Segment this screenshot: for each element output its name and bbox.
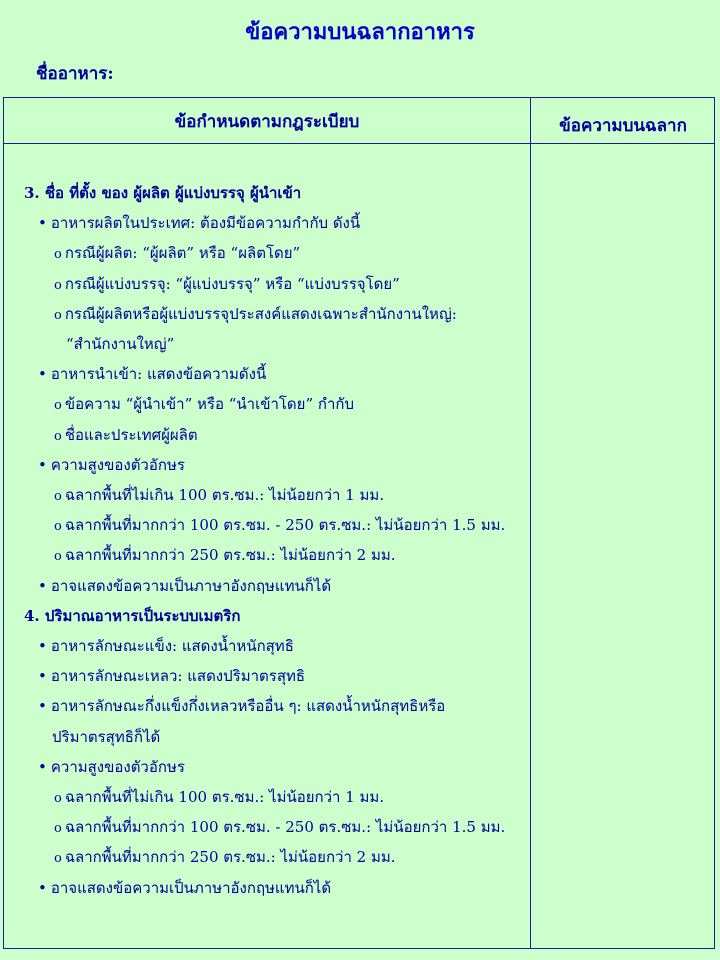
list-item [54,543,396,567]
list-item-text: ชื่อและประเทศผู้ผลิต [64,425,198,444]
list-item [54,302,457,326]
sub-bullet-icon: o [54,851,62,867]
list-item [52,725,160,749]
bullet-icon: • [38,878,47,897]
list-item [54,513,505,537]
list-item [54,845,396,869]
list-item-text: ความสูงของตัวอักษร [50,757,185,776]
list-item [38,755,185,779]
list-item [38,634,294,658]
list-item-text: ปริมาตรสุทธิก็ได้ [52,727,161,746]
bullet-icon: • [38,455,47,474]
bullet-icon: • [38,365,47,384]
list-item-text: อาหารลักษณะกึ่งแข็งกึ่งเหลวหรืออื่น ๆ: แสดงน้ำหนักสุทธิหรือ [50,697,446,716]
list-item [54,241,300,265]
list-item [54,815,505,839]
list-item-text: ฉลากพื้นที่มากกว่า 100 ตร.ซม. - 250 ตร.ซม.: ไม่น้อยกว่า 1.5 มม. [64,516,506,535]
list-item-text: อาจแสดงข้อความเป็นภาษาอังกฤษแทนก็ได้ [50,878,332,897]
list-item-text: ข้อความ “ผู้นำเข้า” หรือ “นำเข้าโดย” กำกับ [64,395,355,414]
bullet-icon: • [38,667,47,686]
list-item-text: อาหารผลิตในประเทศ: ต้องมีข้อความกำกับ ดังนี้ [50,214,361,233]
bullet-icon: • [38,757,47,776]
list-item [54,423,198,447]
bullet-icon: • [38,576,47,595]
list-item [66,332,174,356]
list-item-text: ฉลากพื้นที่ไม่เกิน 100 ตร.ซม.: ไม่น้อยกว่า 1 มม. [64,788,385,806]
list-item [38,694,445,718]
list-item-text: “สำนักงานใหญ่” [66,335,175,353]
list-item-text: อาหารลักษณะแข็ง: แสดงน้ำหนักสุทธิ [50,637,294,655]
list-item-text: อาจแสดงข้อความเป็นภาษาอังกฤษแทนก็ได้ [50,576,332,595]
sub-bullet-icon: o [54,247,62,263]
bullet-icon: • [38,214,47,233]
sub-bullet-icon: o [54,791,62,806]
list-item [54,785,384,809]
sub-bullet-icon: o [54,277,62,293]
list-item [54,483,384,507]
list-item-text: ฉลากพื้นที่มากกว่า 250 ตร.ซม.: ไม่น้อยกว่า 2 มม. [64,848,396,867]
sub-bullet-icon: o [54,398,62,414]
column-divider [530,97,531,949]
list-item-text: อาหารนำเข้า: แสดงข้อความดังนี้ [50,365,267,384]
list-item-text: 3. ชื่อ ที่ตั้ง ของ ผู้ผลิต ผู้แบ่งบรรจุ ผู้นำเข้า [24,184,302,202]
list-item-text: ฉลากพื้นที่มากกว่า 100 ตร.ซม. - 250 ตร.ซม.: ไม่น้อยกว่า 1.5 มม. [64,818,506,837]
list-item [54,272,400,296]
list-item [54,392,354,416]
bullet-icon: • [38,697,47,716]
list-item [38,453,185,477]
column-header-rules: ข้อกำหนดตามกฎระเบียบ [174,112,360,132]
column-header-label-text: ข้อความบนฉลาก [559,116,687,136]
header-divider [3,143,715,144]
list-item-text: กรณีผู้แบ่งบรรจุ: “ผู้แบ่งบรรจุ” หรือ “แบ่งบรรจุโดย” [64,274,400,293]
sub-bullet-icon: o [54,489,62,504]
sub-bullet-icon: o [54,307,62,323]
list-item-text: 4. ปริมาณอาหารเป็นระบบเมตริก [24,606,241,625]
list-item [38,211,360,235]
sub-bullet-icon: o [54,549,62,565]
list-item-text: ความสูงของตัวอักษร [50,455,185,474]
food-name-label: ชื่ออาหาร: [36,64,114,84]
bullet-icon: • [38,637,47,655]
section-heading [24,604,240,628]
sub-bullet-icon: o [54,519,62,535]
list-item-text: กรณีผู้ผลิตหรือผู้แบ่งบรรจุประสงค์แสดงเฉพาะสำนักงานใหญ่: [64,304,457,323]
section-heading [24,181,301,205]
list-item-text: ฉลากพื้นที่มากกว่า 250 ตร.ซม.: ไม่น้อยกว่า 2 มม. [64,546,396,565]
sub-bullet-icon: o [54,821,62,837]
list-item-text: ฉลากพื้นที่ไม่เกิน 100 ตร.ซม.: ไม่น้อยกว่า 1 มม. [64,486,385,504]
list-item-text: อาหารลักษณะเหลว: แสดงปริมาตรสุทธิ [50,667,306,686]
sub-bullet-icon: o [54,428,62,444]
list-item-text: กรณีผู้ผลิต: “ผู้ผลิต” หรือ “ผลิตโดย” [64,244,301,263]
list-item [38,664,305,688]
list-item [38,362,266,386]
list-item [38,574,331,598]
list-item [38,876,331,900]
page-title: ข้อความบนฉลากอาหาร [245,19,475,45]
